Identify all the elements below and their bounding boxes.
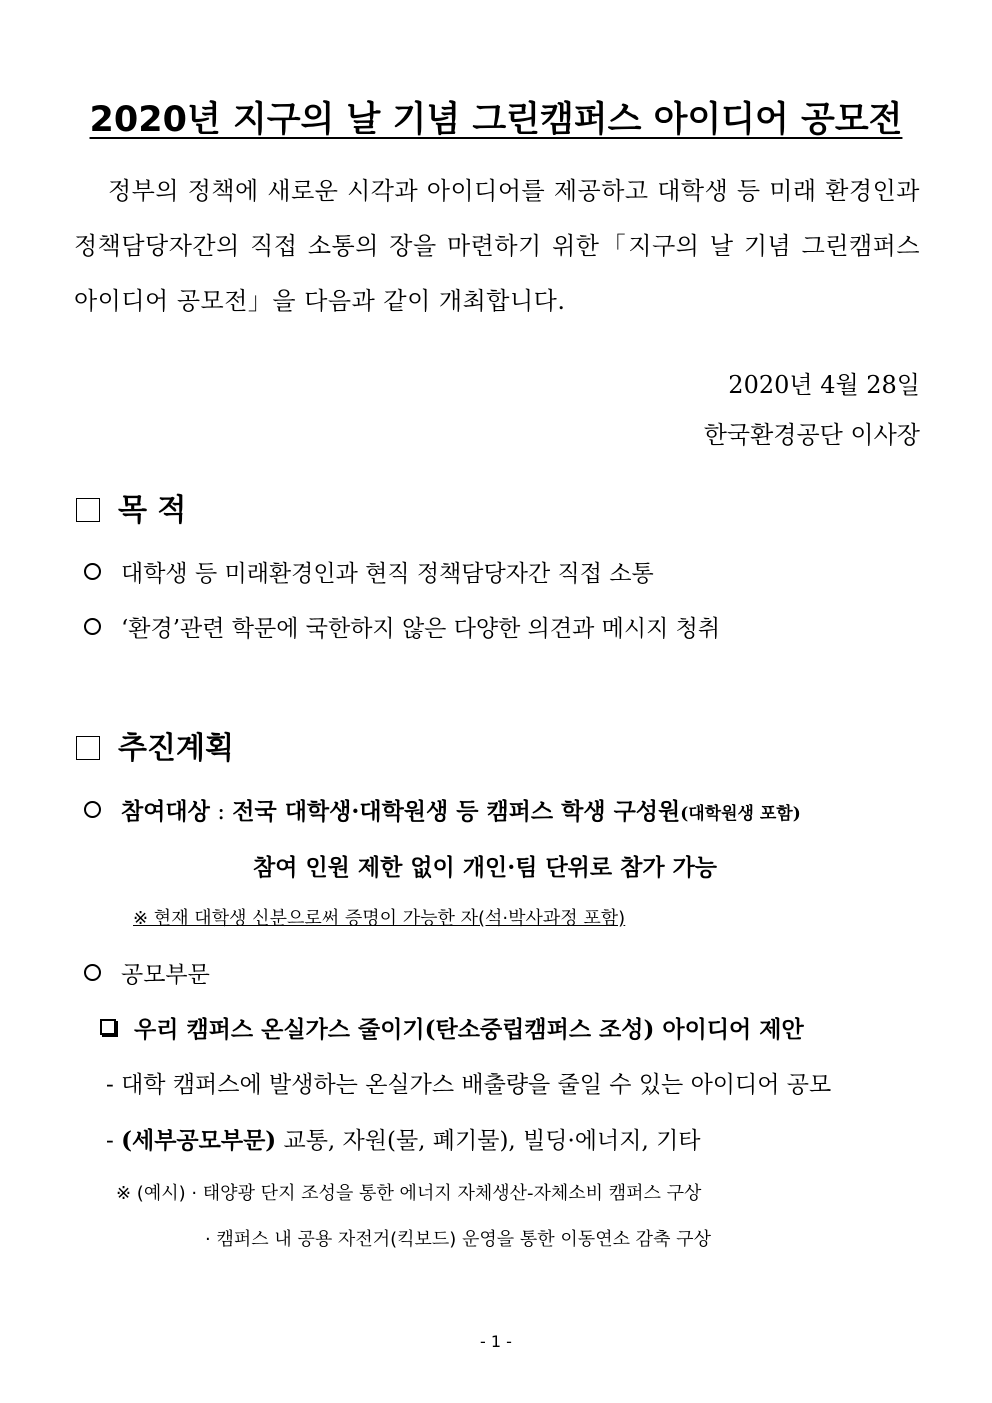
- document-date: 2020년 4월 28일: [728, 371, 920, 399]
- document-title-text: 2020년 지구의 날 기념 그린캠퍼스 아이디어 공모전: [89, 100, 903, 140]
- circle-bullet-icon: [84, 964, 101, 981]
- circle-bullet-icon: [84, 801, 101, 818]
- circle-bullet-icon: [84, 618, 101, 635]
- document-title: [0, 96, 992, 144]
- shadow-square-bullet-icon: [100, 1019, 116, 1035]
- category-sub-heading-text: 우리 캠퍼스 온실가스 줄이기(탄소중립캠퍼스 조성) 아이디어 제안: [134, 1016, 804, 1043]
- category-dash-item-1: - 대학 캠퍼스에 발생하는 온실가스 배출량을 줄일 수 있는 아이디어 공모: [106, 1072, 832, 1098]
- section-plan-heading: [76, 730, 234, 768]
- participants-separator: :: [217, 799, 225, 825]
- category-dash-item-2: [106, 1126, 701, 1156]
- category-item: [84, 960, 210, 990]
- checkbox-square-icon: [76, 498, 100, 522]
- section-plan-title: 추진계획: [118, 731, 234, 766]
- document-issuer: 한국환경공단 이사장: [703, 421, 920, 449]
- purpose-item-1: [84, 559, 654, 589]
- participants-line-2: 참여 인원 제한 없이 개인·팀 단위로 참가 가능: [253, 854, 717, 881]
- intro-text: 정부의 정책에 새로운 시각과 아이디어를 제공하고 대학생 등 미래 환경인과 정책담당자간의 직접 소통의 장을 마련하기 위한「지구의 날 기념 그린캠퍼스 아이디어 공모전」을 다음과 같이 개최합니다.: [74, 177, 920, 315]
- category-sub-heading: [100, 1015, 804, 1045]
- purpose-item-2: [84, 614, 720, 644]
- participants-value-small: (대학원생 포함): [680, 804, 801, 824]
- participants-note: ※ 현재 대학생 신분으로써 증명이 가능한 자(석·박사과정 포함): [133, 908, 626, 929]
- page-number: - 1 -: [480, 1332, 512, 1351]
- section-purpose-title: 목 적: [118, 493, 187, 528]
- intro-paragraph: [74, 164, 920, 329]
- example-line-1: ※ (예시) · 태양광 단지 조성을 통한 에너지 자체생산-자체소비 캠퍼스 구상: [116, 1183, 702, 1204]
- category-label: 공모부문: [121, 962, 210, 988]
- sub-category-label: (세부공모부문): [121, 1127, 277, 1154]
- example-line-2: · 캠퍼스 내 공용 자전거(킥보드) 운영을 통한 이동연소 감축 구상: [205, 1229, 711, 1250]
- purpose-item-2-text: ‘환경’관련 학문에 국한하지 않은 다양한 의견과 메시지 청취: [121, 616, 721, 642]
- dash-prefix: -: [106, 1128, 122, 1154]
- participants-item: [84, 797, 801, 829]
- purpose-item-1-text: 대학생 등 미래환경인과 현직 정책담당자간 직접 소통: [121, 561, 654, 587]
- section-purpose-heading: [76, 492, 186, 530]
- participants-label: 참여대상: [121, 798, 210, 825]
- participants-value: 전국 대학생·대학원생 등 캠퍼스 학생 구성원: [232, 798, 681, 825]
- checkbox-square-icon: [76, 736, 100, 760]
- sub-category-list: 교통, 자원(물, 폐기물), 빌딩·에너지, 기타: [276, 1128, 701, 1154]
- circle-bullet-icon: [84, 563, 101, 580]
